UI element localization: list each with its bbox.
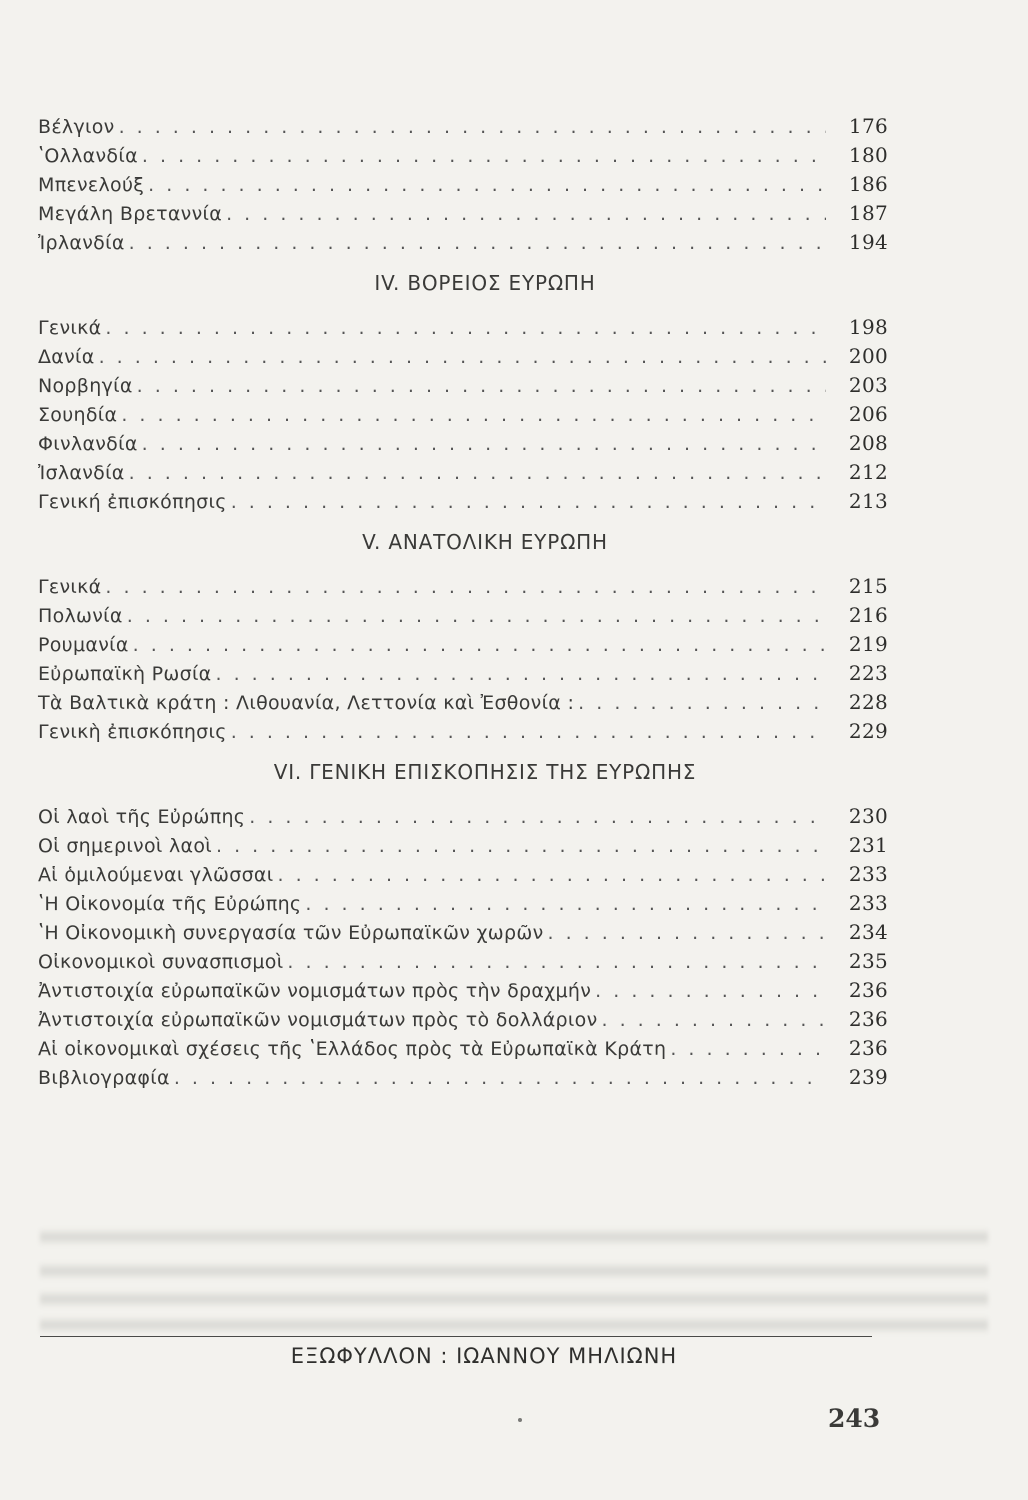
toc-entry-page: 231 <box>848 833 888 857</box>
dot-leader <box>142 145 826 167</box>
toc-entry <box>38 396 888 425</box>
page-number: 243 <box>828 1404 881 1433</box>
dot-leader <box>548 922 827 944</box>
toc-entry-page: 219 <box>848 632 888 656</box>
toc-entry-label: Πολωνία <box>38 605 123 627</box>
toc-entry-page: 229 <box>848 719 888 743</box>
dot-leader <box>99 346 826 368</box>
toc-entry-label: Οἱ λαοὶ τῆς Εὐρώπης <box>38 806 246 828</box>
toc-entry-page: 176 <box>848 114 888 138</box>
toc-entry-page: 236 <box>848 1007 888 1031</box>
dot-leader <box>133 634 826 656</box>
toc-entry-label: Εὐρωπαϊκὴ Ρωσία <box>38 663 212 685</box>
table-of-contents <box>38 108 888 1088</box>
toc-entry-page: 186 <box>848 172 888 196</box>
dot-leader <box>287 951 826 973</box>
toc-entry-label: Δανία <box>38 346 95 368</box>
dot-leader <box>129 462 826 484</box>
footer-rule <box>40 1336 872 1337</box>
toc-entry <box>38 943 888 972</box>
paper-show-through <box>40 1262 988 1280</box>
toc-entry-label: Ἀντιστοιχία εὐρωπαϊκῶν νομισμάτων πρὸς τὸ δολλάριον <box>38 1009 598 1031</box>
toc-entry-label: Γενική ἐπισκόπησις <box>38 491 227 513</box>
toc-entry-page: 236 <box>848 1036 888 1060</box>
toc-entry <box>38 597 888 626</box>
toc-entry-label: Ρουμανία <box>38 634 129 656</box>
toc-entry-page: 215 <box>848 574 888 598</box>
toc-entry <box>38 856 888 885</box>
dot-leader <box>174 1067 826 1089</box>
toc-entry-page: 236 <box>848 978 888 1002</box>
toc-entry <box>38 195 888 224</box>
toc-entry-page: 187 <box>848 201 888 225</box>
dot-leader <box>148 174 826 196</box>
toc-entry-label: Γενικά <box>38 576 102 598</box>
toc-entry <box>38 166 888 195</box>
toc-entry-label: ʽΟλλανδία <box>38 145 138 167</box>
toc-entry-label: Μπενελούξ <box>38 174 145 196</box>
dot-leader <box>216 835 826 857</box>
paper-speck <box>518 1418 522 1422</box>
toc-entry-page: 203 <box>848 373 888 397</box>
toc-entry-page: 194 <box>848 230 888 254</box>
dot-leader <box>216 663 826 685</box>
toc-entry-label: Γενικά <box>38 317 102 339</box>
toc-entry <box>38 885 888 914</box>
paper-show-through <box>40 1316 988 1334</box>
toc-entry <box>38 827 888 856</box>
toc-entry <box>38 914 888 943</box>
dot-leader <box>595 980 826 1002</box>
toc-entry <box>38 713 888 742</box>
toc-entry-page: 239 <box>848 1065 888 1089</box>
toc-entry-label: Βιβλιογραφία <box>38 1067 170 1089</box>
dot-leader <box>231 491 826 513</box>
dot-leader <box>305 893 826 915</box>
toc-entry <box>38 972 888 1001</box>
toc-entry-page: 200 <box>848 344 888 368</box>
toc-section-northern-europe <box>38 263 888 512</box>
toc-entry <box>38 224 888 253</box>
dot-leader <box>105 317 826 339</box>
dot-leader <box>277 864 826 886</box>
toc-entry <box>38 338 888 367</box>
toc-entry-page: 213 <box>848 489 888 513</box>
toc-entry-page: 233 <box>848 862 888 886</box>
toc-entry <box>38 454 888 483</box>
toc-entry-page: 212 <box>848 460 888 484</box>
section-heading: V. ΑΝΑΤΟΛΙΚΗ ΕΥΡΩΠΗ <box>362 530 608 554</box>
toc-section-eastern-europe <box>38 522 888 742</box>
toc-entry-page: 216 <box>848 603 888 627</box>
dot-leader <box>127 605 826 627</box>
toc-entry-label: Ἰσλανδία <box>38 462 125 484</box>
toc-entry-page: 223 <box>848 661 888 685</box>
dot-leader <box>119 116 826 138</box>
toc-entry-label: Οἰκονομικοὶ συνασπισμοὶ <box>38 951 284 973</box>
dot-leader <box>670 1038 826 1060</box>
cover-credit: ΕΞΩΦΥΛΛΟΝ : ΙΩΑΝΝΟΥ ΜΗΛΙΩΝΗ <box>290 1344 678 1368</box>
toc-entry <box>38 425 888 454</box>
toc-entry <box>38 483 888 512</box>
toc-section-general-overview <box>38 752 888 1088</box>
toc-entry-page: 235 <box>848 949 888 973</box>
toc-entry <box>38 1059 888 1088</box>
toc-entry-page: 228 <box>848 690 888 714</box>
toc-entry-label: Αἱ ὁμιλούμεναι γλῶσσαι <box>38 864 274 886</box>
toc-entry-label: ʽΗ Οἰκονομία τῆς Εὐρώπης <box>38 893 302 915</box>
toc-entry-page: 234 <box>848 920 888 944</box>
paper-show-through <box>40 1290 988 1308</box>
toc-entry-label: Ἀντιστοιχία εὐρωπαϊκῶν νομισμάτων πρὸς τὴν δραχμήν <box>38 980 592 1002</box>
toc-entry-label: Γενικὴ ἐπισκόπησις <box>38 721 227 743</box>
toc-entry-label: Φινλανδία <box>38 433 138 455</box>
toc-entry-page: 180 <box>848 143 888 167</box>
toc-entry-label: Βέλγιον <box>38 116 115 138</box>
toc-entry <box>38 1001 888 1030</box>
dot-leader <box>129 232 826 254</box>
paper-show-through <box>40 1228 988 1246</box>
dot-leader <box>578 692 826 714</box>
toc-entry-label: Σουηδία <box>38 404 118 426</box>
toc-entry-page: 208 <box>848 431 888 455</box>
toc-entry-label: Νορβηγία <box>38 375 133 397</box>
dot-leader <box>105 576 826 598</box>
toc-entry <box>38 1030 888 1059</box>
toc-entry <box>38 655 888 684</box>
toc-entry-label: Οἱ σημερινοὶ λαοὶ <box>38 835 212 857</box>
toc-entry <box>38 137 888 166</box>
toc-entry <box>38 626 888 655</box>
toc-entry-label: ʽΗ Οἰκονομικὴ συνεργασία τῶν Εὐρωπαϊκῶν χωρῶν <box>38 922 544 944</box>
toc-entry <box>38 798 888 827</box>
toc-entry-page: 233 <box>848 891 888 915</box>
dot-leader <box>137 375 826 397</box>
dot-leader <box>142 433 826 455</box>
toc-entry-page: 206 <box>848 402 888 426</box>
toc-entry-label: Αἱ οἰκονομικαὶ σχέσεις τῆς ʽΕλλάδος πρὸς τὰ Εὐρωπαϊκὰ Κράτη <box>38 1038 667 1060</box>
section-heading: IV. ΒΟΡΕΙΟΣ ΕΥΡΩΠΗ <box>374 271 596 295</box>
toc-entry <box>38 568 888 597</box>
dot-leader <box>249 806 826 828</box>
toc-entry-label: Μεγάλη Βρεταννία <box>38 203 223 225</box>
toc-entry-page: 198 <box>848 315 888 339</box>
section-heading: VI. ΓΕΝΙΚΗ ΕΠΙΣΚΟΠΗΣΙΣ ΤΗΣ ΕΥΡΩΠΗΣ <box>273 760 697 784</box>
dot-leader <box>231 721 826 743</box>
toc-entry <box>38 367 888 396</box>
toc-section-continuation <box>38 108 888 253</box>
toc-entry <box>38 309 888 338</box>
toc-entry <box>38 684 888 713</box>
dot-leader <box>226 203 826 225</box>
toc-entry-label: Τὰ Βαλτικὰ κράτη : Λιθουανία, Λεττονία καὶ Ἐσθονία : <box>38 692 575 714</box>
toc-entry-label: Ἰρλανδία <box>38 232 125 254</box>
dot-leader <box>121 404 826 426</box>
dot-leader <box>602 1009 827 1031</box>
toc-entry-page: 230 <box>848 804 888 828</box>
toc-entry <box>38 108 888 137</box>
